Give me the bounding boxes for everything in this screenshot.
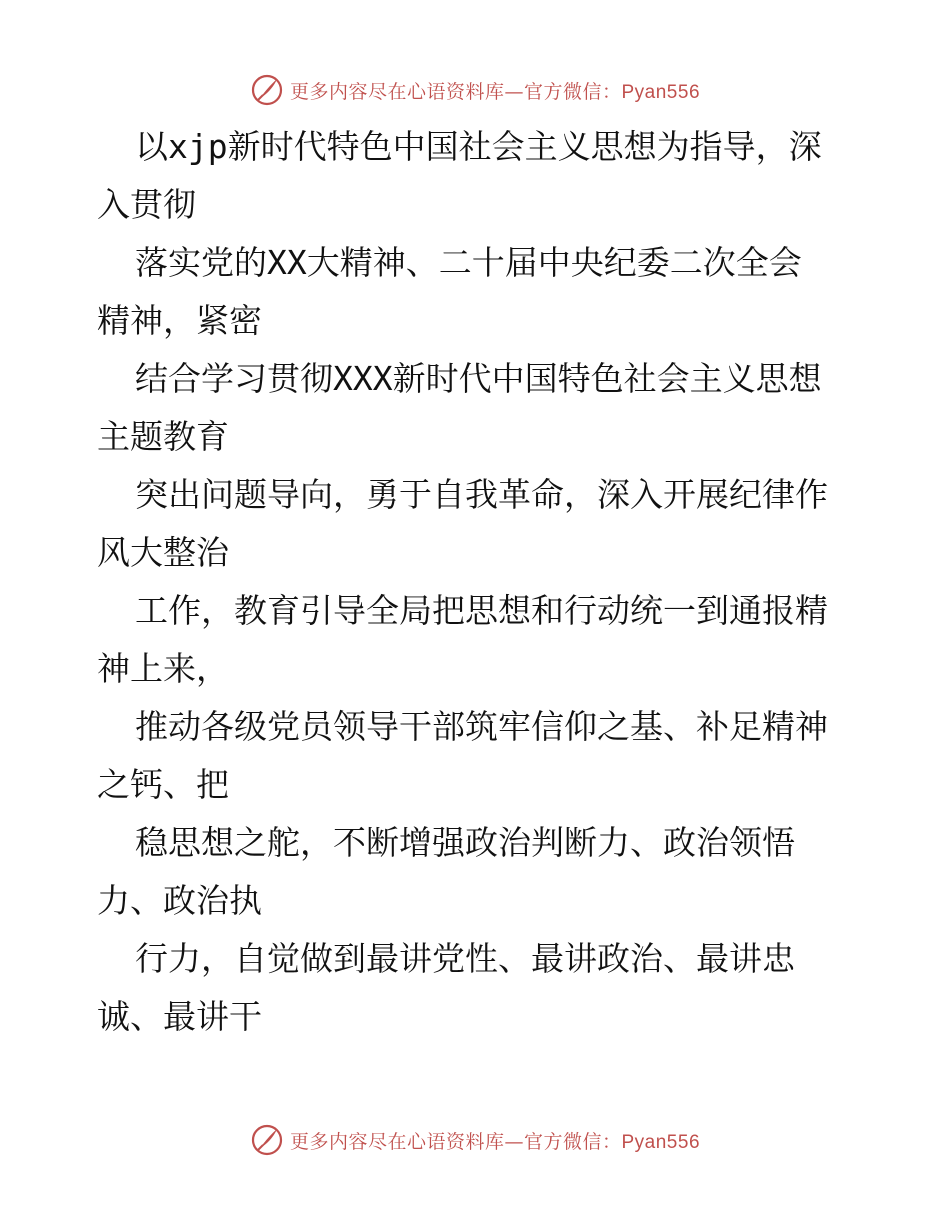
watermark-handle: Pyan556 — [621, 81, 701, 103]
text-line: 以xjp新时代特色中国社会主义思想为指导，深 — [135, 127, 822, 166]
text-line: 主题教育 — [97, 417, 229, 456]
watermark-text: 更多内容尽在心语资料库—官方微信：Pyan556 — [289, 1130, 701, 1153]
text-line: 突出问题导向，勇于自我革命，深入开展纪律作 — [135, 475, 828, 514]
watermark-text: 更多内容尽在心语资料库—官方微信：Pyan556 — [289, 80, 701, 103]
quill-pen-icon — [250, 73, 284, 107]
text-line: 神上来， — [97, 649, 229, 688]
document-body — [97, 118, 857, 1046]
header-watermark — [0, 70, 950, 110]
text-line: 推动各级党员领导干部筑牢信仰之基、补足精神 — [135, 707, 828, 746]
text-line: 之钙、把 — [97, 765, 229, 804]
quill-pen-icon — [250, 1123, 284, 1157]
text-line: 风大整治 — [97, 533, 229, 572]
text-line: 行力，自觉做到最讲党性、最讲政治、最讲忠 — [135, 939, 795, 978]
text-line: 落实党的XX大精神、二十届中央纪委二次全会 — [135, 243, 802, 282]
text-line: 结合学习贯彻XXX新时代中国特色社会主义思想 — [135, 359, 822, 398]
text-line: 诚、最讲干 — [97, 997, 262, 1036]
text-line: 精神，紧密 — [97, 301, 262, 340]
text-line: 入贯彻 — [97, 185, 196, 224]
footer-watermark — [0, 1120, 950, 1160]
text-line: 稳思想之舵，不断增强政治判断力、政治领悟 — [135, 823, 795, 862]
text-line: 工作，教育引导全局把思想和行动统一到通报精 — [135, 591, 828, 630]
watermark-handle: Pyan556 — [621, 1131, 701, 1153]
text-line: 力、政治执 — [97, 881, 262, 920]
